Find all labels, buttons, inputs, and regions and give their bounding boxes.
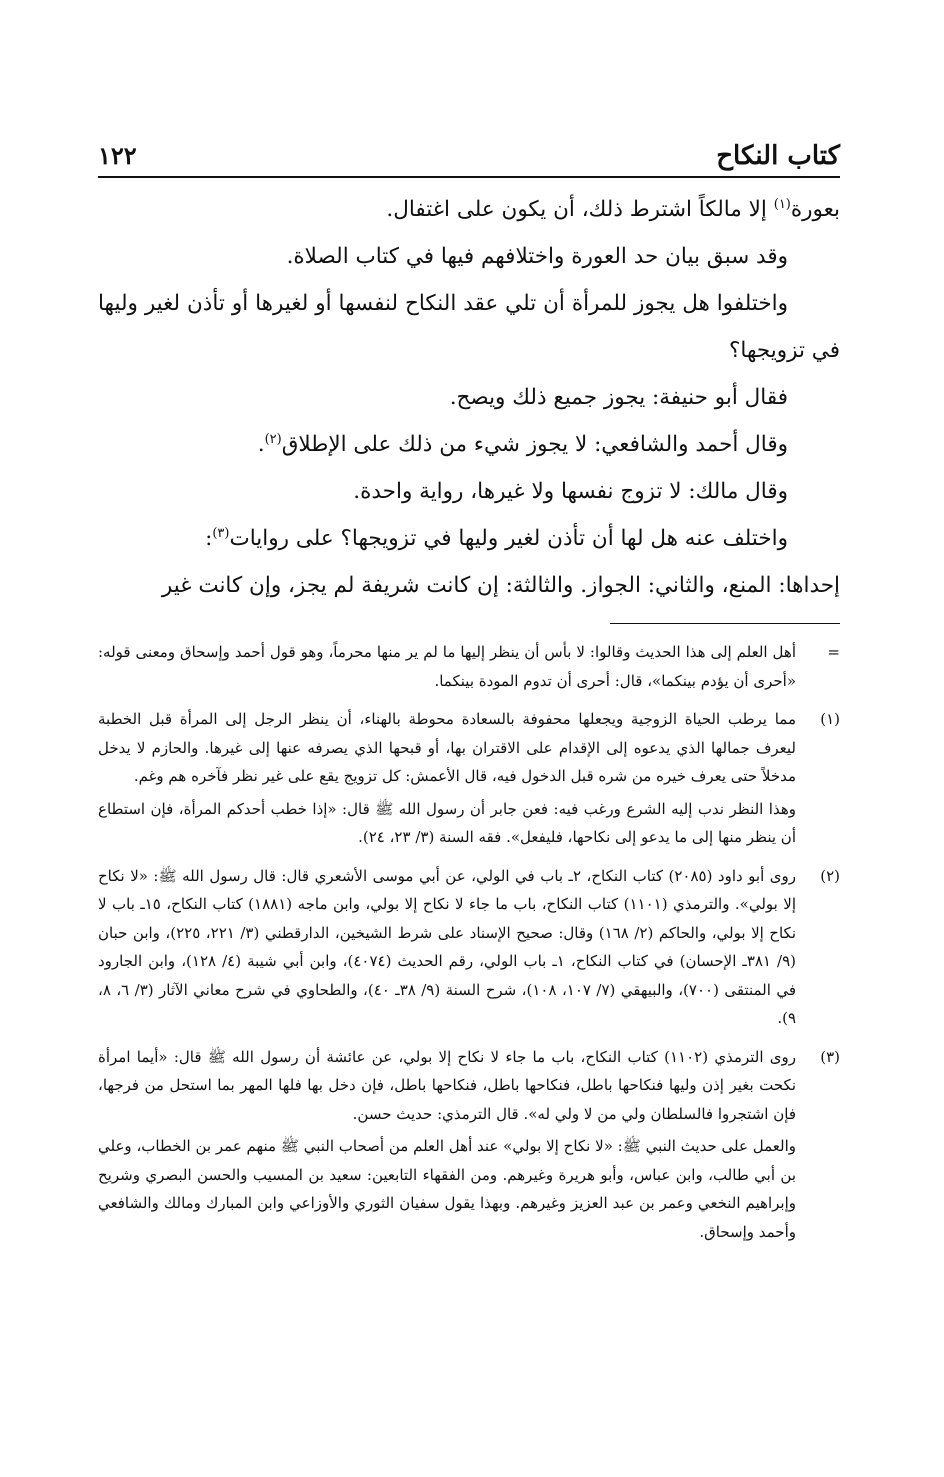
running-title: كتاب النكاح [716, 141, 840, 171]
footnote-2-text: روى أبو داود (٢٠٨٥) كتاب النكاح، ٢ـ باب في الولي، عن أبي موسى الأشعري قال: قال رسول الله ﷺ: «لا نكاح إلا بولي». والترمذي (١١٠١) كتاب النكاح، باب ما جاء لا نكاح إلا بولي، وابن ماجه (١٨٨١) كتاب النكاح، ١٥ـ باب لا نكاح إلا بولي، والحاكم (٢/ ١٦٨) وقال: صحيح الإسناد على شرط الشيخين، الدارقطني (٣/ ٢٢١، ٢٢٥)، وابن حبان (٩/ ٣٨١ـ الإحسان) في كتاب النكاح، ١ـ باب الولي، رقم الحديث (٤٠٧٤)، وابن أبي شيبة (٤/ ١٢٨)، وابن الجارود في المنتقى (٧٠٠)، والبيهقي (٧/ ١٠٧، ١٠٨)، شرح السنة (٩/ ٣٨ـ ٤٠)، والطحاوي في شرح معاني الآثار (٣/ ٦، ٨، ٩). [98, 866, 797, 1027]
p5-text-after: . [257, 432, 265, 457]
paragraph-8: إحداها: المنع، والثاني: الجواز. والثالثة: إن كانت شريفة لم يجز، وإن كانت غير [161, 573, 840, 598]
p7-text-after: : [205, 526, 213, 551]
footnote-ref-1: (١) [773, 196, 791, 212]
book-page [98, 128, 840, 1256]
footnote-1-marker: (١) [820, 710, 840, 728]
footnote-1-text-b: وهذا النظر ندب إليه الشرع ورغب فيه: فعن جابر أن رسول الله ﷺ قال: «إذا خطب أحدكم المرأة، فإن استطاع أن ينظر منها إلى ما يدعو إلى نكاحها، فليفعل». فقه السنة (٣/ ٢٣، ٢٤). [98, 799, 796, 846]
footnote-ref-2: (٢) [264, 431, 282, 447]
footnote-2-marker: (٢) [820, 866, 840, 885]
p5-text-before: وقال أحمد والشافعي: لا يجوز شيء من ذلك على الإطلاق [281, 432, 788, 457]
page-number: ١٢٢ [98, 141, 137, 170]
paragraph-6: وقال مالك: لا تزوج نفسها ولا غيرها، رواية واحدة. [353, 479, 788, 504]
paragraph-5 [98, 421, 840, 468]
p1-text-before: بعورة [790, 197, 840, 222]
footnotes [98, 638, 840, 1250]
footnote-separator [610, 623, 840, 624]
footnote-continued-text: أهل العلم إلى هذا الحديث وقالوا: لا بأس أن ينظر إليها ما لم ير منها محرماً، وهو قول أحمد وإسحاق ومعنى قوله: «أحرى أن يؤدم بينكما»، قال: أحرى أن تدوم المودة بينكما. [98, 643, 796, 690]
footnote-3-text-b: والعمل على حديث النبي ﷺ: «لا نكاح إلا بولي» عند أهل العلم من أصحاب النبي ﷺ منهم عمر بن الخطاب، وعلي بن أبي طالب، وابن عباس، وأبو هريرة وغيرهم. ومن الفقهاء التابعين: سعيد بن المسيب والحسن البصري وشريح وإبراهيم النخعي وعمر بن عبد العزيز وغيرهم. وبهذا يقول سفيان الثوري والأوزاعي وابن المبارك ومالك والشافعي وأحمد وإسحاق. [98, 1137, 796, 1241]
p1-text-after: إلا مالكاً اشترط ذلك، أن يكون على اغتفال. [386, 197, 774, 222]
paragraph-3: واختلفوا هل يجوز للمرأة أن تلي عقد النكاح لنفسها أو لغيرها أو تأذن لغير وليها في تزويجها؟ [98, 291, 840, 363]
footnote-3 [98, 1043, 840, 1251]
footnote-continued-marker: = [827, 643, 840, 661]
footnote-1-text-a: مما يرطب الحياة الزوجية ويجعلها محفوفة بالسعادة محوطة بالهناء، أن ينظر الرجل إلى المرأة قبل الخطبة ليعرف جمالها الذي يدعوه إلى الإقدام على الاقتران بها، أو قبحها الذي يصرفه عنها إلى غيرها. والحازم لا يدخل مدخلاً حتى يعرف خيره من شره قبل الدخول فيه، قال الأعمش: كل تزويج يقع على غير نظر فآخره هم وغم. [98, 710, 796, 785]
footnote-3-marker: (٣) [820, 1047, 840, 1066]
page-header [98, 128, 840, 178]
paragraph-7 [98, 515, 840, 562]
footnote-2 [98, 862, 840, 1037]
p7-text-before: واختلف عنه هل لها أن تأذن لغير وليها في تزويجها؟ على روايات [229, 526, 788, 551]
footnote-3-text-a: روى الترمذي (١١٠٢) كتاب النكاح، باب ما جاء لا نكاح إلا بولي، عن عائشة أن رسول الله ﷺ قال: «أيما امرأة نكحت بغير إذن وليها فنكاحها باطل، فنكاحها باطل، فنكاحها باطل، فإن دخل بها فلها المهر بما استحل من فرجها، فإن اشتجروا فالسلطان ولي من لا ولي له». قال الترمذي: حديث حسن. [98, 1047, 797, 1123]
footnote-continued [98, 638, 840, 699]
footnote-ref-3: (٣) [212, 525, 230, 541]
footnote-1 [98, 705, 840, 856]
paragraph-2: وقد سبق بيان حد العورة واختلافهم فيها في كتاب الصلاة. [286, 244, 788, 269]
main-text [98, 186, 840, 609]
paragraph-4: فقال أبو حنيفة: يجوز جميع ذلك ويصح. [449, 385, 788, 410]
paragraph-1 [98, 186, 840, 233]
